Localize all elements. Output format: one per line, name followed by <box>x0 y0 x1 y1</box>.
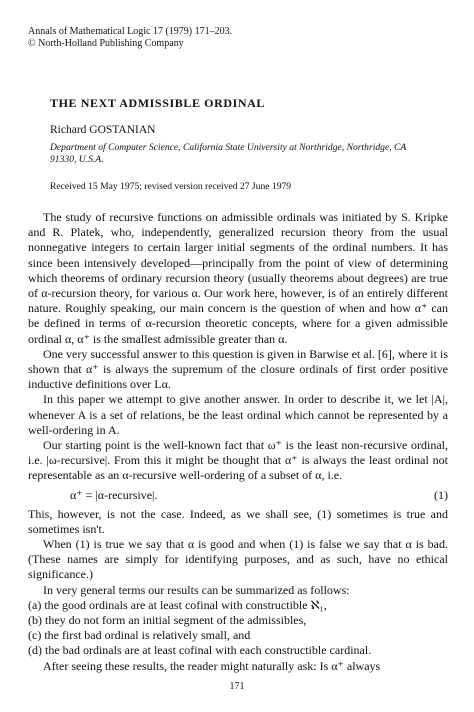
article-title: THE NEXT ADMISSIBLE ORDINAL <box>50 96 266 110</box>
paragraph-6: When (1) is true we say that α is good and when (1) is false we say that α is bad. (These names are simply for identifying purposes, and as such, have no ethical significance.) <box>28 537 448 582</box>
article-body <box>28 210 448 674</box>
list-item: (d) the bad ordinals are at least cofinal with each constructible cardinal. <box>28 643 372 658</box>
author-affiliation <box>50 142 430 166</box>
equation-number: (1) <box>434 487 448 502</box>
page-number: 171 <box>229 681 245 692</box>
paragraph-2: One very successful answer to this question is given in Barwise et al. [6], where it is shown that α⁺ is always the supremum of the closure ordinals of first order positive inductive definitions over Lα. <box>28 346 448 392</box>
paragraph-8: After seeing these results, the reader might naturally ask: Is α⁺ always <box>43 658 381 673</box>
results-list <box>28 598 448 659</box>
paragraph-4: Our starting point is the well-known fact that ω⁺ is the least non-recursive ordinal, i.e. |ω-recursive|. From this it might be thought that α⁺ is always the least ordinal not representable as an α-recursive well-ordering of a subset of α, i.e. <box>28 438 448 483</box>
list-item: (a) the good ordinals are at least cofinal with constructible ℵ₁, <box>28 597 327 612</box>
journal-header <box>28 26 232 50</box>
affiliation-line-1: Department of Computer Science, California State University at Northridge, Northridge, CA <box>50 142 407 153</box>
received-dates: Received 15 May 1975; revised version received 27 June 1979 <box>50 181 292 192</box>
list-item: (b) they do not form an initial segment of the admissibles, <box>28 613 307 628</box>
paragraph-1: The study of recursive functions on admissible ordinals was initiated by S. Kripke and R. Platek, who, independently, generalized recursion theory from the usual nonnegative integers to certain larger initial segments of the ordinal numbers. It has since been intensively developed—principally from the point of view of determining which theorems of ordinary recursion theory (usually theorems about degrees) are true of α-recursion theory, for various α. Our work here, however, is of an entirely different nature. Roughly speaking, our main concern is the question of when and how α⁺ can be defined in terms of α-recursion theoretic concepts, where for a given admissible ordinal α, α⁺ is the smallest admissible greater than α. <box>28 210 448 346</box>
author-name: Richard GOSTANIAN <box>50 124 156 136</box>
publisher-line: © North-Holland Publishing Company <box>28 38 184 49</box>
list-item: (c) the first bad ordinal is relatively small, and <box>28 628 251 643</box>
paragraph-7: In very general terms our results can be summarized as follows: <box>43 582 350 597</box>
journal-citation: Annals of Mathematical Logic 17 (1979) 171–203. <box>28 26 233 37</box>
affiliation-line-2: 91330, U.S.A. <box>50 154 104 165</box>
paragraph-5: This, however, is not the case. Indeed, as we shall see, (1) sometimes is true and sometimes isn't. <box>28 506 448 536</box>
equation-1 <box>28 486 448 505</box>
paragraph-3: In this paper we attempt to give another answer. In order to describe it, we let |A|, whenever A is a set of relations, be the least ordinal which cannot be represented by a well-ordering in A. <box>28 392 448 437</box>
equation-expression: α⁺ = |α-recursive|. <box>70 487 158 502</box>
